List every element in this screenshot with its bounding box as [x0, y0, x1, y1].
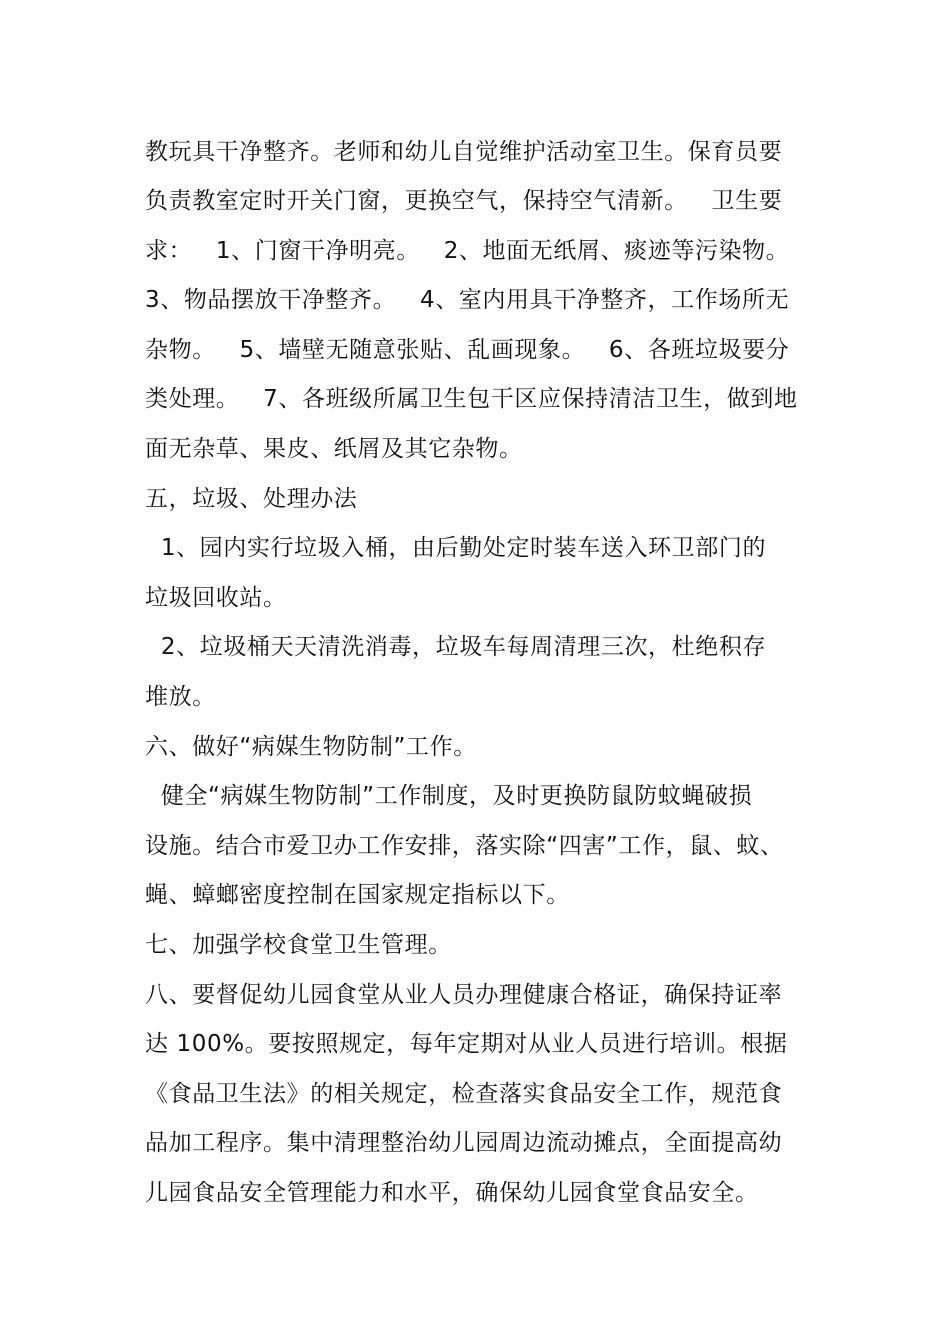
text-line: 《食品卫生法》的相关规定，检查落实食品安全工作，规范食 [145, 1081, 783, 1107]
text-line: 1、园内实行垃圾入桶，由后勤处定时装车送入环卫部门的 [145, 535, 767, 561]
text-line: 儿园食品安全管理能力和水平，确保幼儿园食堂食品安全。 [145, 1180, 759, 1206]
section-heading: 七、加强学校食堂卫生管理。 [145, 932, 452, 958]
text-line: 品加工程序。集中清理整治幼儿园周边流动摊点，全面提高幼 [145, 1130, 783, 1156]
text-line: 设施。结合市爱卫办工作安排，落实除“四害”工作，鼠、蚊、 [145, 833, 784, 859]
text-line: 求： 1、门窗干净明亮。 2、地面无纸屑、痰迹等污染物。 [145, 238, 790, 264]
section-heading: 五，垃圾、处理办法 [145, 486, 358, 512]
text-line: 教玩具干净整齐。老师和幼儿自觉维护活动室卫生。保育员要 [145, 139, 783, 165]
text-line: 堆放。 [145, 684, 216, 710]
text-line: 面无杂草、果皮、纸屑及其它杂物。 [145, 436, 523, 462]
text-line: 类处理。 7、各班级所属卫生包干区应保持清洁卫生，做到地 [145, 386, 798, 412]
text-line: 达 100%。要按照规定，每年定期对从业人员进行培训。根据 [145, 1031, 788, 1057]
text-line: 2、垃圾桶天天清洗消毒，垃圾车每周清理三次，杜绝积存 [145, 634, 767, 660]
text-line: 健全“病媒生物防制”工作制度，及时更换防鼠防蚊蝇破损 [145, 783, 753, 809]
section-heading: 八、要督促幼儿园食堂从业人员办理健康合格证，确保持证率 [145, 982, 783, 1008]
text-line: 负责教室定时开关门窗，更换空气，保持空气清新。 卫生要 [145, 188, 783, 214]
text-line: 3、物品摆放干净整齐。 4、室内用具干净整齐，工作场所无 [145, 287, 790, 313]
text-line: 杂物。 5、墙壁无随意张贴、乱画现象。 6、各班垃圾要分 [145, 337, 790, 363]
text-line: 蝇、蟑螂密度控制在国家规定指标以下。 [145, 882, 570, 908]
section-heading: 六、做好“病媒生物防制”工作。 [145, 734, 477, 760]
text-line: 垃圾回收站。 [145, 585, 287, 611]
